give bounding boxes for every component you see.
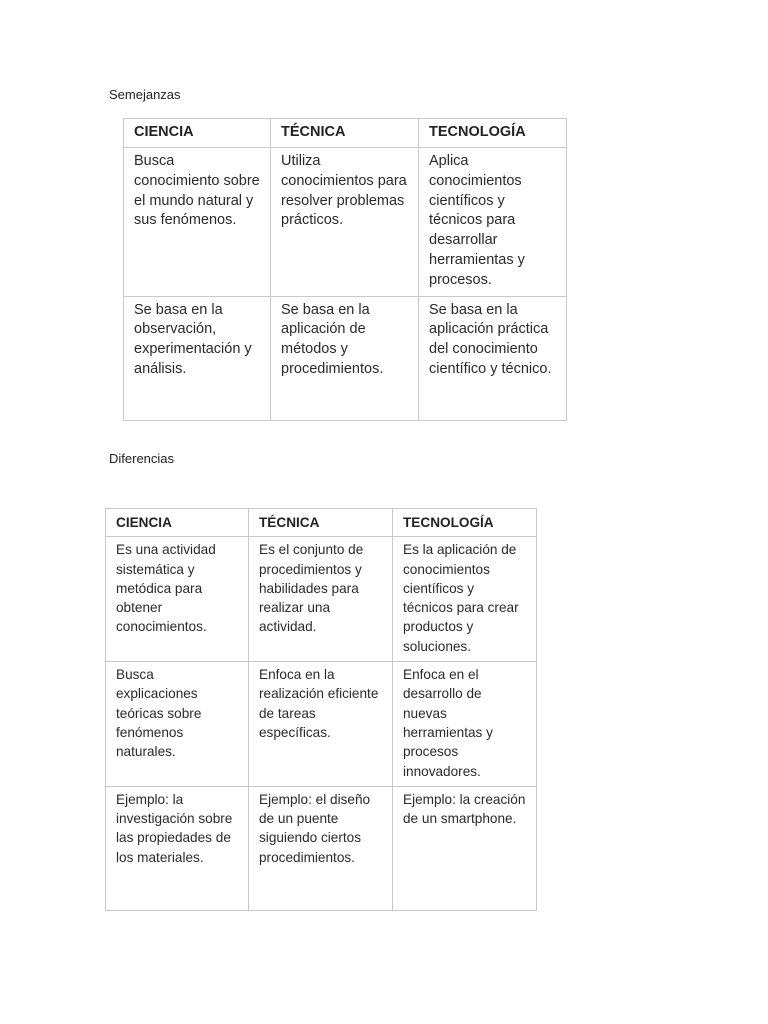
table-cell: Es el conjunto de procedimientos y habilidades para realizar una actividad. bbox=[249, 537, 393, 662]
table-header-row bbox=[124, 119, 567, 148]
table-cell: Es la aplicación de conocimientos científicos y técnicos para crear productos y soluciones. bbox=[393, 537, 537, 662]
table-cell: Se basa en la observación, experimentación y análisis. bbox=[124, 296, 271, 420]
diferencias-table bbox=[105, 508, 537, 911]
table-row bbox=[106, 786, 537, 910]
table-cell: Utiliza conocimientos para resolver problemas prácticos. bbox=[271, 148, 419, 297]
semejanzas-table bbox=[123, 118, 567, 421]
table-cell: Busca conocimiento sobre el mundo natural y sus fenómenos. bbox=[124, 148, 271, 297]
table-row bbox=[124, 296, 567, 420]
table-cell: Enfoca en la realización eficiente de tareas específicas. bbox=[249, 662, 393, 787]
table-row bbox=[124, 148, 567, 297]
table-cell: Ejemplo: la investigación sobre las propiedades de los materiales. bbox=[106, 786, 249, 910]
semejanzas-title: Semejanzas bbox=[109, 87, 181, 102]
table-header-row bbox=[106, 509, 537, 537]
table-cell: Ejemplo: el diseño de un puente siguiendo ciertos procedimientos. bbox=[249, 786, 393, 910]
table-cell: Ejemplo: la creación de un smartphone. bbox=[393, 786, 537, 910]
table-cell: Se basa en la aplicación de métodos y procedimientos. bbox=[271, 296, 419, 420]
table-row bbox=[106, 662, 537, 787]
table-cell: Se basa en la aplicación práctica del conocimiento científico y técnico. bbox=[419, 296, 567, 420]
table-cell: Busca explicaciones teóricas sobre fenómenos naturales. bbox=[106, 662, 249, 787]
diferencias-title: Diferencias bbox=[109, 451, 175, 466]
header-tecnica: TÉCNICA bbox=[249, 509, 393, 537]
header-ciencia: CIENCIA bbox=[124, 119, 271, 148]
header-tecnologia: TECNOLOGÍA bbox=[393, 509, 537, 537]
header-ciencia: CIENCIA bbox=[106, 509, 249, 537]
table-row bbox=[106, 537, 537, 662]
header-tecnica: TÉCNICA bbox=[271, 119, 419, 148]
table-cell: Aplica conocimientos científicos y técnicos para desarrollar herramientas y procesos. bbox=[419, 148, 567, 297]
header-tecnologia: TECNOLOGÍA bbox=[419, 119, 567, 148]
table-cell: Es una actividad sistemática y metódica para obtener conocimientos. bbox=[106, 537, 249, 662]
table-cell: Enfoca en el desarrollo de nuevas herramientas y procesos innovadores. bbox=[393, 662, 537, 787]
